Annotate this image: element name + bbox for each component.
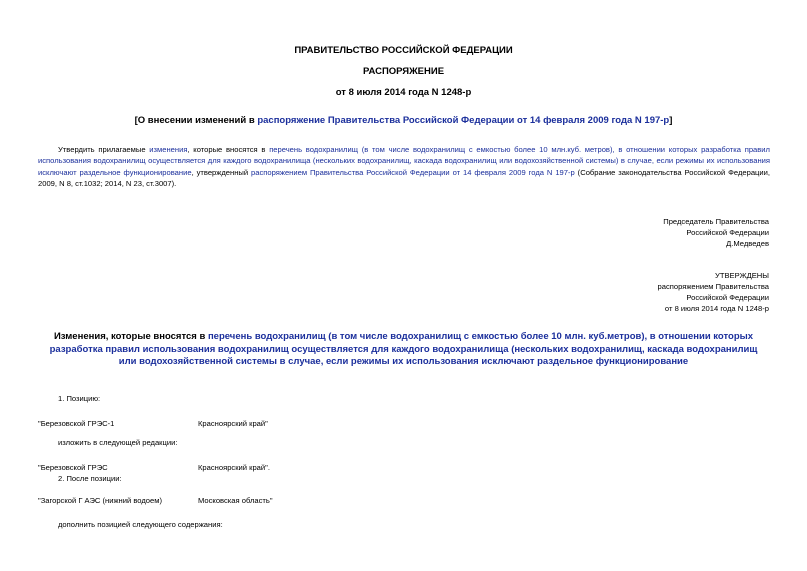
main-paragraph: [38, 144, 770, 190]
row2-name: "Березовской ГРЭС: [38, 463, 108, 472]
signature-block: [509, 216, 769, 249]
row2-region: Красноярский край".: [198, 463, 270, 472]
changes-link[interactable]: изменения: [149, 145, 188, 154]
add-instruction: дополнить позицией следующего содержания:: [58, 520, 223, 529]
title-suffix: ]: [669, 115, 673, 126]
changes-heading-link[interactable]: перечень водохранилищ (в том числе водохранилищ с емкостью более 10 млн. куб.метров), в отношении которых разработка правил использования водохранилищ осуществляется для каждого водохранилища (нескольких водохранилищ, каскада водохранилищ или водохозяйственной системы в случае, если режимы их использования исключают раздельное функционирование: [49, 331, 758, 367]
row1-region: Красноярский край": [198, 419, 268, 428]
approval-block: [509, 270, 769, 314]
paragraph-text: , утвержденный: [191, 167, 252, 177]
document-type: РАСПОРЯЖЕНИЕ: [362, 66, 445, 77]
row3-name: "Загорской Г АЭС (нижний водоем): [38, 496, 162, 505]
signature-name: Д.Медведев: [726, 239, 769, 248]
decree-link[interactable]: распоряжением Правительства Российской Федерации от 14 февраля 2009 года N 197-р: [251, 167, 575, 177]
paragraph-text: Утвердить прилагаемые: [58, 145, 150, 154]
approval-by: распоряжением Правительства: [657, 282, 769, 291]
title-prefix: [О внесении изменений в: [134, 115, 258, 126]
item-2: 2. После позиции:: [58, 474, 122, 483]
approval-title: УТВЕРЖДЕНЫ: [715, 271, 769, 280]
approval-country: Российской Федерации: [686, 293, 769, 302]
approval-date: от 8 июля 2014 года N 1248-р: [664, 304, 769, 313]
changes-heading: [40, 331, 767, 369]
title-link[interactable]: распоряжение Правительства Российской Федерации от 14 февраля 2009 года N 197-р: [257, 115, 670, 126]
replace-instruction: изложить в следующей редакции:: [58, 438, 178, 447]
paragraph-text: (Собрание законодательства Российской Федерации, 2009, N 8, ст.1032; 2014, N 23, ст.3007).: [38, 167, 770, 189]
changes-heading-prefix: Изменения, которые вносятся в: [53, 331, 208, 342]
document-date-number: от 8 июля 2014 года N 1248-р: [335, 87, 472, 98]
paragraph-text: , которые вносятся в: [187, 145, 270, 154]
reservoir-list-link[interactable]: перечень водохранилищ (в том числе водохранилищ с емкостью более 10 млн.куб. метров), в отношении которых разработка правил использования водохранилищ осуществляется для каждого водохранилища (нескольких водохранилищ, каскада водохранилищ или водохозяйственной системы) в случае, если режимы их использования исключают раздельное функционирование: [38, 145, 770, 177]
row1-name: "Березовской ГРЭС-1: [38, 419, 115, 428]
signature-country: Российской Федерации: [686, 228, 769, 237]
signature-position: Председатель Правительства: [663, 217, 769, 226]
government-name: ПРАВИТЕЛЬСТВО РОССИЙСКОЙ ФЕДЕРАЦИИ: [294, 45, 513, 56]
item-1: 1. Позицию:: [58, 394, 101, 403]
document-title: [0, 115, 807, 127]
row3-region: Московская область": [198, 496, 273, 505]
